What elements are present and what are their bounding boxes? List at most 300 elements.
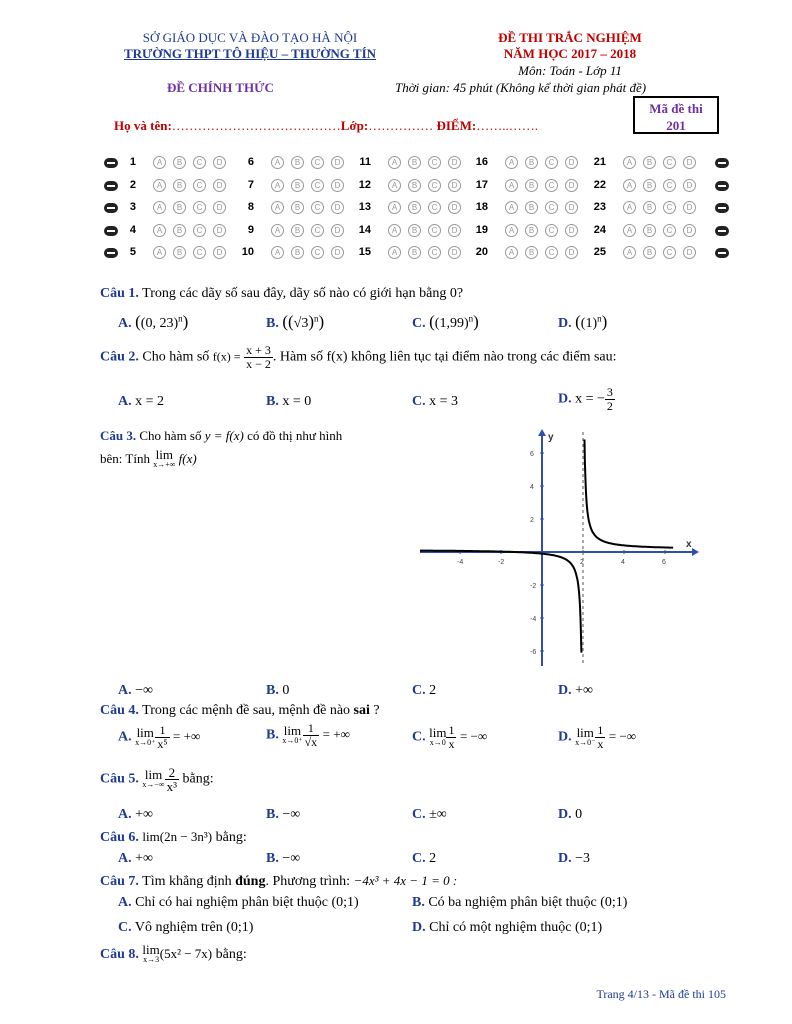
y-axis-arrow bbox=[538, 429, 546, 436]
answer-bubble-b[interactable]: B bbox=[291, 201, 304, 214]
answer-bubble-c[interactable]: C bbox=[428, 224, 441, 237]
q5-c-label: C. bbox=[412, 807, 426, 822]
answer-question-number: 8 bbox=[247, 201, 254, 213]
q3-lim-sub: x→+∞ bbox=[153, 460, 176, 469]
answer-bubble-a[interactable]: A bbox=[623, 201, 636, 214]
q7-a-value: Chỉ có hai nghiệm phân biệt thuộc (0;1) bbox=[135, 895, 359, 910]
answer-bubble-c[interactable]: C bbox=[193, 224, 206, 237]
q7-option-d[interactable] bbox=[412, 920, 602, 936]
q6-option-d[interactable] bbox=[558, 851, 590, 867]
q4-a-label: A. bbox=[118, 729, 132, 745]
q3-b-label: B. bbox=[266, 683, 279, 698]
question-4-text-pre: Trong các mệnh đề sau, mệnh đề nào bbox=[142, 703, 351, 718]
answer-row bbox=[100, 152, 740, 174]
answer-bubble-d[interactable]: D bbox=[683, 179, 696, 192]
q5-option-b[interactable] bbox=[266, 807, 300, 823]
question-6-label: Câu 6. bbox=[100, 830, 139, 845]
q4-b-limit bbox=[282, 722, 303, 746]
answer-bubble-a[interactable]: A bbox=[388, 179, 401, 192]
answer-question-number: 12 bbox=[358, 178, 371, 191]
question-6-text: bằng: bbox=[215, 830, 247, 845]
answer-bubble-c[interactable]: C bbox=[545, 156, 558, 169]
q4-c-fraction bbox=[446, 724, 456, 751]
q2-option-c[interactable] bbox=[412, 394, 458, 410]
q3-a-label: A. bbox=[118, 683, 132, 698]
q8-lim: lim bbox=[142, 942, 160, 957]
answer-bubble-b[interactable]: B bbox=[643, 246, 656, 259]
q2-b-label: B. bbox=[266, 394, 279, 409]
answer-bubble-c[interactable]: C bbox=[193, 201, 206, 214]
q4-d-label: D. bbox=[558, 729, 572, 745]
question-7-dung: đúng bbox=[235, 874, 266, 889]
y-tick-label: -2 bbox=[530, 583, 537, 590]
answer-bubble-a[interactable]: A bbox=[388, 156, 401, 169]
q5-b-label: B. bbox=[266, 807, 279, 822]
q4-d-fraction bbox=[595, 724, 605, 751]
answer-bubble-a[interactable]: A bbox=[153, 179, 166, 192]
answer-question-number: 23 bbox=[593, 201, 606, 213]
q7-option-b[interactable] bbox=[412, 895, 627, 911]
answer-bubble-c[interactable]: C bbox=[428, 179, 441, 192]
q5-limit bbox=[142, 766, 165, 790]
q8-expr: (5x² − 7x) bbox=[159, 946, 213, 962]
answer-bubble-b[interactable]: B bbox=[525, 246, 538, 259]
answer-bubble-c[interactable]: C bbox=[311, 201, 324, 214]
x-tick-label: -4 bbox=[457, 559, 464, 566]
q6-a-value: +∞ bbox=[135, 851, 154, 866]
q6-c-value: 2 bbox=[429, 851, 437, 866]
q4-d-den: x bbox=[597, 737, 604, 751]
dept-name: SỞ GIÁO DỤC VÀ ĐÀO TẠO HÀ NỘI bbox=[142, 30, 358, 45]
q1-b-label: B. bbox=[266, 316, 279, 331]
q4-c-sub: x→0 bbox=[429, 737, 446, 747]
q6-c-label: C. bbox=[412, 851, 426, 866]
page-footer: Trang 4/13 - Mã đề thi 105 bbox=[596, 987, 726, 1001]
answer-bubble-a[interactable]: A bbox=[505, 201, 518, 214]
answer-bubble-d[interactable]: D bbox=[683, 224, 696, 237]
x-tick-label: 4 bbox=[621, 559, 625, 566]
q3-option-d[interactable] bbox=[558, 683, 593, 699]
q6-option-c[interactable] bbox=[412, 851, 436, 867]
answer-bubble-d[interactable]: D bbox=[213, 224, 226, 237]
answer-question-number: 4 bbox=[129, 223, 136, 236]
q3-option-c[interactable] bbox=[412, 683, 436, 699]
answer-bubble-a[interactable]: A bbox=[505, 179, 518, 192]
q5-a-value: +∞ bbox=[135, 807, 154, 822]
q4-d-lim: lim bbox=[576, 724, 594, 740]
question-2-text-post: . Hàm số f(x) không liên tục tại điểm nào trong các điểm sau: bbox=[272, 349, 617, 365]
question-5-label: Câu 5. bbox=[100, 771, 139, 787]
answer-bubble-b[interactable]: B bbox=[408, 179, 421, 192]
answer-bubble-a[interactable]: A bbox=[505, 156, 518, 169]
answer-bubble-a[interactable]: A bbox=[623, 224, 636, 237]
q6-option-b[interactable] bbox=[266, 851, 300, 867]
question-3-text-2: có đồ thị như hình bbox=[247, 428, 343, 443]
q3-c-value: 2 bbox=[429, 683, 437, 698]
answer-bubble-a[interactable]: A bbox=[271, 224, 284, 237]
answer-bubble-a[interactable]: A bbox=[271, 201, 284, 214]
q3-c-label: C. bbox=[412, 683, 426, 698]
time-limit: Thời gian: 45 phút (Không kể thời gian phát đề) bbox=[395, 80, 647, 95]
q4-a-fraction bbox=[155, 724, 169, 751]
answer-question-number: 20 bbox=[475, 246, 488, 258]
q7-equation: −4x³ + 4x − 1 = 0 : bbox=[353, 873, 458, 888]
answer-question-number: 11 bbox=[359, 156, 371, 168]
q4-a-sub: x→0⁺ bbox=[135, 737, 156, 747]
answer-bubble-b[interactable]: B bbox=[173, 201, 186, 214]
q2-d-num: 3 bbox=[606, 385, 613, 399]
q2-b-value: x = 0 bbox=[282, 394, 312, 409]
q3-b-value: 0 bbox=[282, 683, 290, 698]
q5-option-d[interactable] bbox=[558, 807, 582, 823]
answer-bubble-b[interactable]: B bbox=[408, 201, 421, 214]
q5-b-value: −∞ bbox=[282, 807, 301, 822]
answer-bubble-c[interactable]: C bbox=[193, 156, 206, 169]
answer-bubble-b[interactable]: B bbox=[525, 201, 538, 214]
answer-bubble-c[interactable]: C bbox=[428, 156, 441, 169]
answer-bubble-c[interactable]: C bbox=[545, 246, 558, 259]
answer-row bbox=[100, 175, 740, 197]
q4-a-num: 1 bbox=[155, 724, 169, 738]
q2-d-label: D. bbox=[558, 391, 572, 407]
answer-bubble-d[interactable]: D bbox=[213, 179, 226, 192]
q6-b-label: B. bbox=[266, 851, 279, 866]
q3-fx: f(x) bbox=[178, 450, 197, 466]
q4-b-sub: x→0⁺ bbox=[282, 735, 303, 745]
question-3 bbox=[100, 428, 342, 444]
q7-b-value: Có ba nghiệm phân biệt thuộc (0;1) bbox=[428, 895, 628, 910]
answer-bubble-b[interactable]: B bbox=[173, 179, 186, 192]
q5-d-value: 0 bbox=[575, 807, 583, 822]
q5-den: x³ bbox=[166, 779, 178, 794]
q1-b-value: √3 bbox=[293, 316, 309, 331]
q2-c-value: x = 3 bbox=[429, 394, 459, 409]
q1-a-exp: n bbox=[178, 313, 183, 324]
answer-bubble-b[interactable]: B bbox=[173, 156, 186, 169]
q4-b-result: = +∞ bbox=[322, 726, 350, 742]
question-3-label: Câu 3. bbox=[100, 428, 137, 443]
q1-a-label: A. bbox=[118, 316, 132, 331]
score-label: ĐIỂM: bbox=[436, 118, 477, 133]
answer-bubble-a[interactable]: A bbox=[505, 246, 518, 259]
answer-question-number: 6 bbox=[247, 156, 254, 168]
q1-c-value: (1,99) bbox=[434, 316, 469, 331]
school-name: TRƯỜNG THPT TÔ HIỆU – THƯỜNG TÍN bbox=[123, 46, 377, 61]
answer-question-number: 25 bbox=[593, 246, 606, 258]
answer-row bbox=[100, 220, 740, 242]
answer-bubble-a[interactable]: A bbox=[153, 201, 166, 214]
answer-bubble-c[interactable]: C bbox=[193, 246, 206, 259]
question-7 bbox=[100, 873, 457, 890]
answer-question-number: 13 bbox=[358, 201, 371, 213]
answer-bubble-d[interactable]: D bbox=[565, 246, 578, 259]
question-8-label: Câu 8. bbox=[100, 947, 139, 963]
answer-bubble-a[interactable]: A bbox=[153, 246, 166, 259]
answer-bubble-d[interactable]: D bbox=[448, 246, 461, 259]
answer-bubble-a[interactable]: A bbox=[388, 201, 401, 214]
q4-d-num: 1 bbox=[597, 723, 604, 737]
answer-bubble-a[interactable]: A bbox=[153, 156, 166, 169]
q4-option-a[interactable] bbox=[118, 724, 200, 751]
answer-bubble-b[interactable]: B bbox=[525, 156, 538, 169]
answer-bubble-d[interactable]: D bbox=[448, 156, 461, 169]
q6-option-a[interactable] bbox=[118, 851, 153, 867]
question-5-text: bằng: bbox=[182, 771, 214, 787]
q7-c-label: C. bbox=[118, 920, 132, 935]
timing-mark-right bbox=[715, 226, 729, 236]
answer-question-number: 16 bbox=[475, 156, 488, 168]
q7-option-a[interactable] bbox=[118, 895, 359, 911]
x-tick-label: 2 bbox=[580, 559, 584, 566]
answer-question-number: 18 bbox=[475, 201, 488, 213]
q2-option-a[interactable] bbox=[118, 394, 164, 410]
q4-d-sub: x→0⁻ bbox=[575, 737, 596, 747]
answer-bubble-a[interactable]: A bbox=[623, 156, 636, 169]
q4-option-d[interactable] bbox=[558, 724, 636, 751]
answer-bubble-d[interactable]: D bbox=[448, 179, 461, 192]
answer-bubble-c[interactable]: C bbox=[311, 224, 324, 237]
answer-bubble-a[interactable]: A bbox=[623, 246, 636, 259]
q4-a-limit bbox=[135, 724, 156, 748]
class-label: Lớp: bbox=[340, 118, 369, 133]
q4-c-lim: lim bbox=[429, 724, 447, 740]
exam-type: ĐỀ THI TRẮC NGHIỆM bbox=[498, 30, 642, 45]
answer-bubble-c[interactable]: C bbox=[663, 179, 676, 192]
q4-c-limit bbox=[429, 724, 447, 748]
q3-lim: lim bbox=[155, 447, 173, 462]
q4-option-c[interactable] bbox=[412, 724, 487, 751]
question-4-label: Câu 4. bbox=[100, 703, 139, 718]
q1-b-exp: n bbox=[314, 313, 319, 324]
answer-bubble-d[interactable]: D bbox=[683, 156, 696, 169]
answer-bubble-c[interactable]: C bbox=[311, 156, 324, 169]
q7-option-c[interactable] bbox=[118, 920, 253, 936]
question-3-text-1: Cho hàm số bbox=[139, 428, 202, 443]
q3-limit bbox=[153, 447, 176, 470]
q1-c-label: C. bbox=[412, 316, 426, 331]
timing-mark-right bbox=[715, 158, 729, 168]
answer-bubble-c[interactable]: C bbox=[663, 201, 676, 214]
answer-bubble-d[interactable]: D bbox=[331, 179, 344, 192]
q4-d-limit bbox=[575, 724, 596, 748]
answer-bubble-a[interactable]: A bbox=[153, 224, 166, 237]
answer-bubble-d[interactable]: D bbox=[565, 156, 578, 169]
answer-bubble-b[interactable]: B bbox=[173, 246, 186, 259]
answer-bubble-d[interactable]: D bbox=[683, 201, 696, 214]
q5-d-label: D. bbox=[558, 807, 572, 822]
question-3-text-3: bên: Tính bbox=[100, 450, 150, 466]
question-8 bbox=[100, 942, 247, 965]
q4-b-num: 1 bbox=[303, 722, 320, 736]
answer-bubble-b[interactable]: B bbox=[643, 156, 656, 169]
answer-bubble-c[interactable]: C bbox=[428, 201, 441, 214]
q2-d-value: x = − bbox=[575, 391, 605, 407]
answer-bubble-c[interactable]: C bbox=[545, 201, 558, 214]
q2-den: x − 2 bbox=[246, 357, 271, 371]
y-axis-label: y bbox=[548, 432, 554, 443]
function-graph bbox=[420, 428, 705, 668]
answer-bubble-d[interactable]: D bbox=[213, 156, 226, 169]
answer-question-number: 7 bbox=[247, 178, 254, 191]
q2-option-b[interactable] bbox=[266, 394, 311, 410]
question-4-text-post: ? bbox=[373, 703, 380, 718]
answer-question-number: 2 bbox=[129, 178, 136, 191]
y-tick-label: -4 bbox=[530, 616, 537, 623]
answer-bubble-d[interactable]: D bbox=[565, 224, 578, 237]
x-axis-arrow bbox=[692, 548, 699, 556]
question-3-line-2 bbox=[100, 447, 197, 470]
answer-bubble-b[interactable]: B bbox=[408, 224, 421, 237]
q5-c-value: ±∞ bbox=[429, 807, 447, 822]
answer-bubble-c[interactable]: C bbox=[663, 156, 676, 169]
class-field[interactable]: …………… bbox=[368, 118, 434, 133]
q5-option-a[interactable] bbox=[118, 807, 153, 823]
q6-d-value: −3 bbox=[575, 851, 591, 866]
q6-b-value: −∞ bbox=[282, 851, 301, 866]
answer-bubble-d[interactable]: D bbox=[683, 246, 696, 259]
answer-bubble-a[interactable]: A bbox=[271, 156, 284, 169]
q2-a-value: x = 2 bbox=[135, 394, 165, 409]
question-2-label: Câu 2. bbox=[100, 349, 139, 365]
q4-b-label: B. bbox=[266, 727, 279, 743]
answer-bubble-d[interactable]: D bbox=[331, 224, 344, 237]
answer-bubble-b[interactable]: B bbox=[525, 179, 538, 192]
answer-bubble-b[interactable]: B bbox=[408, 156, 421, 169]
answer-bubble-d[interactable]: D bbox=[213, 201, 226, 214]
q1-option-d[interactable]: D. $((1)^n)$ bbox=[558, 312, 608, 331]
q5-fraction bbox=[165, 766, 179, 793]
answer-bubble-a[interactable]: A bbox=[505, 224, 518, 237]
q1-option-a[interactable]: A. ((0, 23)$^n$) bbox=[118, 312, 189, 331]
question-5 bbox=[100, 766, 214, 793]
timing-mark-right bbox=[715, 203, 729, 213]
answer-bubble-d[interactable]: D bbox=[565, 201, 578, 214]
q4-b-fraction bbox=[303, 722, 320, 749]
q7-c-value: Vô nghiệm trên (0;1) bbox=[134, 920, 254, 935]
answer-bubble-c[interactable]: C bbox=[311, 246, 324, 259]
answer-bubble-c[interactable]: C bbox=[663, 246, 676, 259]
q1-option-b[interactable]: B. $((√3)^n)$ bbox=[266, 312, 325, 331]
q4-c-den: x bbox=[448, 737, 455, 751]
name-label: Họ và tên: bbox=[114, 118, 172, 133]
answer-bubble-b[interactable]: B bbox=[291, 179, 304, 192]
q1-d-value: (1) bbox=[580, 316, 598, 331]
answer-question-number: 24 bbox=[593, 223, 606, 236]
name-field[interactable]: ………………………………… bbox=[171, 118, 341, 133]
answer-bubble-a[interactable]: A bbox=[388, 246, 401, 259]
y-tick-label: -6 bbox=[530, 649, 537, 656]
answer-question-number: 3 bbox=[129, 201, 136, 213]
q2-option-d[interactable] bbox=[558, 386, 615, 413]
score-field[interactable]: ……..……. bbox=[476, 118, 538, 133]
answer-question-number: 10 bbox=[241, 246, 254, 258]
q8-limit bbox=[142, 942, 160, 965]
q8-sub: x→3 bbox=[143, 955, 160, 964]
answer-bubble-d[interactable]: D bbox=[331, 156, 344, 169]
q7-d-label: D. bbox=[412, 920, 426, 935]
answer-bubble-b[interactable]: B bbox=[291, 224, 304, 237]
curve-right-branch bbox=[585, 440, 674, 548]
answer-bubble-b[interactable]: B bbox=[291, 246, 304, 259]
q1-option-c[interactable]: C. $((1,99)^n)$ bbox=[412, 312, 479, 331]
question-4 bbox=[100, 703, 380, 719]
q6-a-label: A. bbox=[118, 851, 132, 866]
timing-mark-right bbox=[715, 248, 729, 258]
answer-bubble-a[interactable]: A bbox=[271, 179, 284, 192]
q5-num: 2 bbox=[165, 766, 179, 780]
q7-d-value: Chỉ có một nghiệm thuộc (0;1) bbox=[429, 920, 603, 935]
q4-b-lim: lim bbox=[283, 722, 302, 738]
question-1-label: Câu 1. bbox=[100, 286, 139, 301]
q3-option-b[interactable] bbox=[266, 683, 289, 699]
question-2 bbox=[100, 344, 617, 371]
q5-lim: lim bbox=[144, 766, 163, 782]
answer-bubble-d[interactable]: D bbox=[565, 179, 578, 192]
answer-bubble-a[interactable]: A bbox=[623, 179, 636, 192]
q2-d-den: 2 bbox=[606, 399, 613, 413]
question-7-label: Câu 7. bbox=[100, 874, 139, 889]
question-2-text-pre: Cho hàm số bbox=[142, 349, 210, 365]
answer-question-number: 5 bbox=[129, 246, 136, 258]
y-tick-label: 6 bbox=[530, 451, 534, 458]
official-label: ĐỀ CHÍNH THỨC bbox=[167, 80, 274, 95]
answer-bubble-a[interactable]: A bbox=[388, 224, 401, 237]
exam-code-label: Mã đề thi bbox=[649, 101, 703, 116]
y-tick-label: 4 bbox=[530, 484, 534, 491]
q3-a-value: −∞ bbox=[135, 683, 154, 698]
q1-a-value: (0, 23) bbox=[140, 316, 179, 331]
q1-c-exp: n bbox=[468, 313, 474, 324]
q7-a-label: A. bbox=[118, 895, 132, 910]
answer-bubble-c[interactable]: C bbox=[663, 224, 676, 237]
answer-bubble-b[interactable]: B bbox=[291, 156, 304, 169]
q2-fx: f(x) = bbox=[212, 349, 241, 364]
answer-bubble-b[interactable]: B bbox=[525, 224, 538, 237]
answer-question-number: 21 bbox=[593, 156, 606, 168]
answer-bubble-c[interactable]: C bbox=[428, 246, 441, 259]
q3-option-a[interactable] bbox=[118, 683, 153, 699]
q7-b-label: B. bbox=[412, 895, 425, 910]
answer-bubble-c[interactable]: C bbox=[193, 179, 206, 192]
answer-bubble-c[interactable]: C bbox=[311, 179, 324, 192]
answer-bubble-c[interactable]: C bbox=[545, 179, 558, 192]
answer-bubble-a[interactable]: A bbox=[271, 246, 284, 259]
q3-d-value: +∞ bbox=[575, 683, 594, 698]
answer-bubble-b[interactable]: B bbox=[643, 179, 656, 192]
answer-bubble-b[interactable]: B bbox=[173, 224, 186, 237]
q3-d-label: D. bbox=[558, 683, 572, 698]
q5-option-c[interactable] bbox=[412, 807, 447, 823]
answer-bubble-d[interactable]: D bbox=[331, 201, 344, 214]
answer-bubble-b[interactable]: B bbox=[643, 201, 656, 214]
q2-c-label: C. bbox=[412, 394, 426, 409]
answer-bubble-d[interactable]: D bbox=[331, 246, 344, 259]
answer-question-number: 1 bbox=[129, 156, 136, 168]
answer-question-number: 22 bbox=[593, 178, 606, 191]
answer-bubble-d[interactable]: D bbox=[448, 201, 461, 214]
answer-question-number: 17 bbox=[475, 178, 488, 191]
answer-bubble-b[interactable]: B bbox=[408, 246, 421, 259]
answer-bubble-d[interactable]: D bbox=[213, 246, 226, 259]
answer-bubble-b[interactable]: B bbox=[643, 224, 656, 237]
q4-c-num: 1 bbox=[448, 723, 455, 737]
q4-option-b[interactable] bbox=[266, 722, 350, 749]
student-info-line bbox=[114, 118, 538, 134]
answer-bubble-d[interactable]: D bbox=[448, 224, 461, 237]
answer-bubble-c[interactable]: C bbox=[545, 224, 558, 237]
q4-b-den: √x bbox=[304, 735, 318, 749]
x-axis-label: x bbox=[686, 539, 692, 550]
